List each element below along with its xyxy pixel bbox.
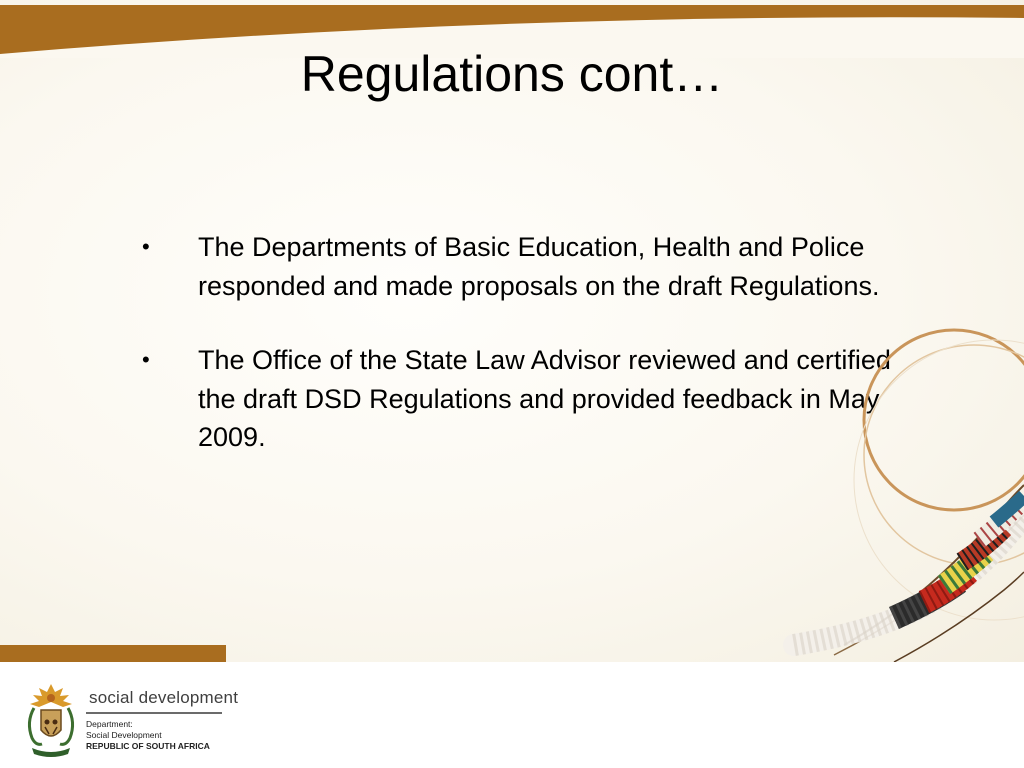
footer: [0, 662, 1024, 768]
country-name: REPUBLIC OF SOUTH AFRICA: [86, 741, 210, 751]
coat-of-arms-icon: [22, 682, 80, 762]
bullet-text: The Departments of Basic Education, Health and Police responded and made proposals on the draft Regulations.: [198, 232, 880, 301]
bullet-marker: •: [142, 347, 150, 372]
beadwork-necklace-icon: [594, 300, 1024, 662]
bullet-text: The Office of the State Law Advisor reviewed and certified the draft DSD Regulations and provided feedback in May 2009.: [198, 345, 891, 452]
department-label: Department:: [86, 719, 133, 729]
brand-divider: [86, 712, 222, 714]
bullet-item: [138, 228, 898, 305]
slide-title: Regulations cont…: [300, 46, 724, 102]
bullet-marker: •: [142, 234, 150, 259]
department-name: Social Development: [86, 730, 162, 740]
bottom-accent-stripe: [0, 645, 226, 662]
brand-name: social development: [89, 688, 239, 707]
